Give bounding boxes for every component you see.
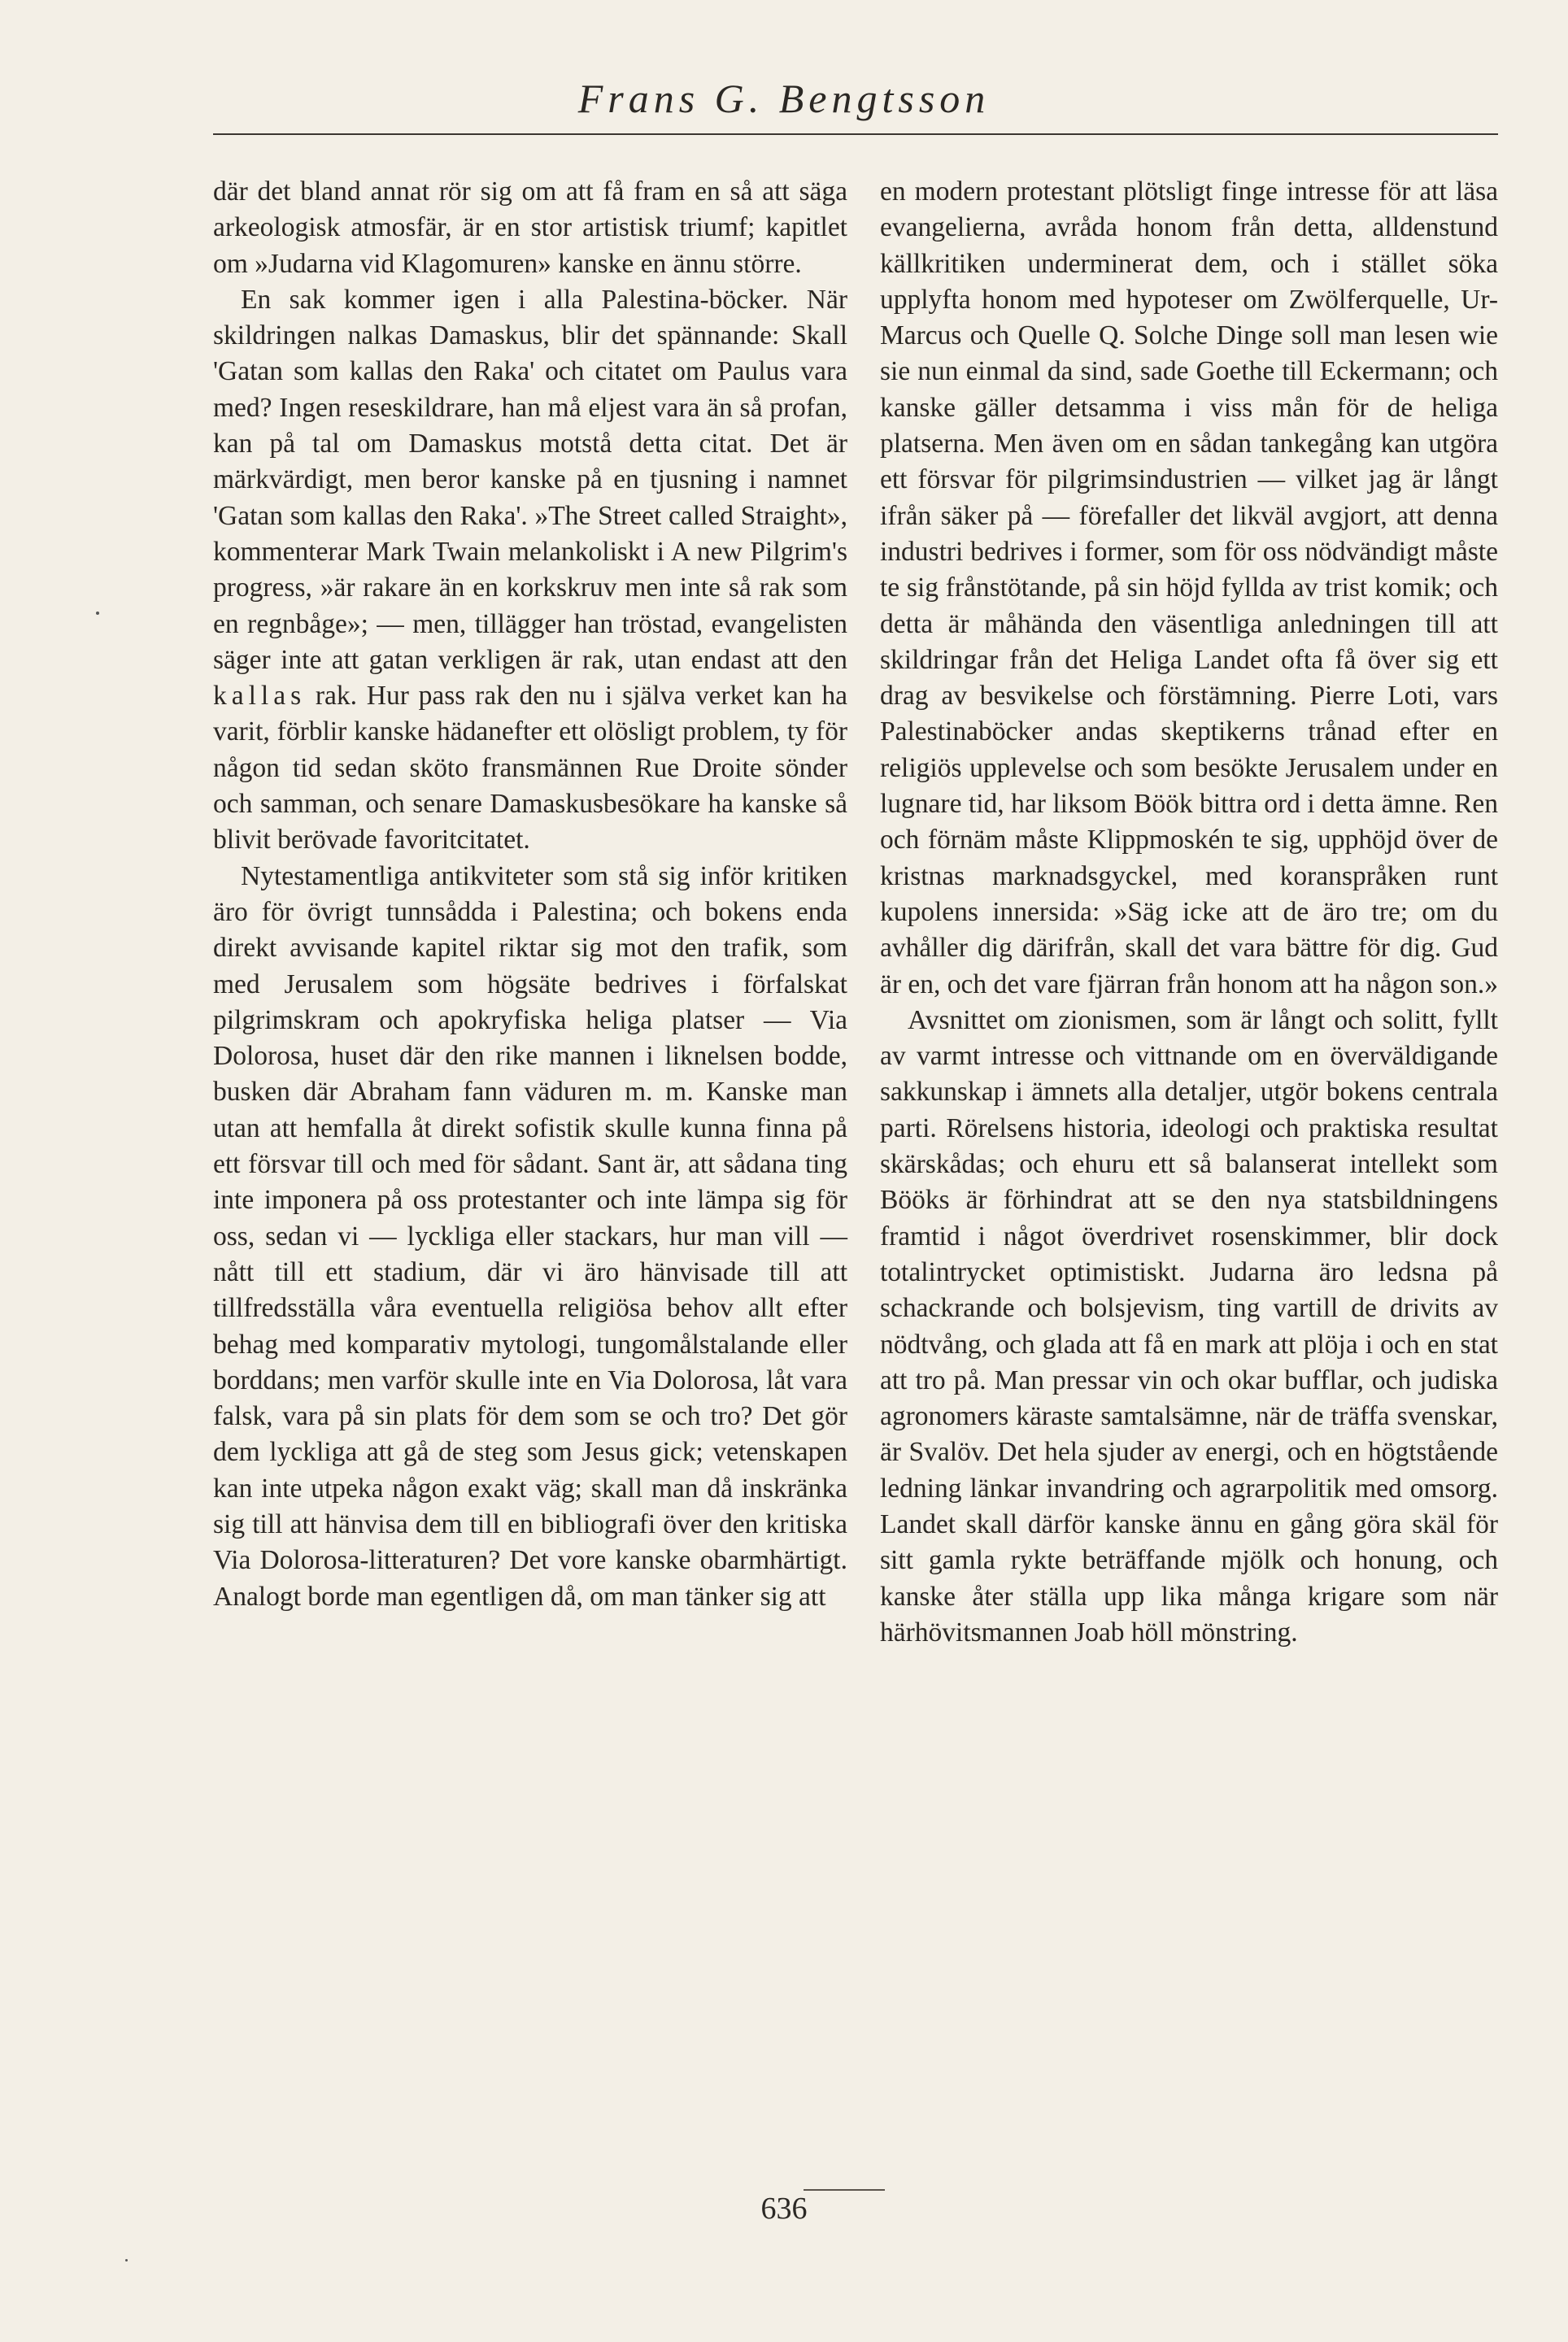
running-head: Frans G. Bengtsson — [577, 76, 991, 121]
paragraph-text: En sak kommer igen i alla Palestina-böcker. När skildringen nalkas Damaskus, blir det spännande: Skall 'Gatan som kallas den Raka' och citatet om Paulus vara med? Ingen reseskildrare, han må eljest vara än så profan, kan på tal om Damaskus motstå detta citat. Det är märkvärdigt, men beror kanske på en tjusning i namnet 'Gatan som kallas den Raka'. »The Street called Straight», kommenterar Mark Twain melankoliskt i A new Pilgrim's progress, »är rakare än en korkskruv men inte så rak som en regnbåge»; — men, tillägger han tröstad, evangelisten säger inte att gatan verkligen är rak, utan endast att den — [213, 284, 847, 675]
paragraph: Avsnittet om zionismen, som är långt och solitt, fyllt av varmt intresse och vittnande om en överväldigande sakkunskap i ämnets alla detaljer, utgör bokens centrala parti. Rörelsens historia, ideologi och praktiska resultat skärskådas; och ehuru ett så balanserat intellekt som Bööks är förhindrat att se den nya statsbildningens framtid i något överdrivet rosenskimmer, blir dock totalintrycket optimistiskt. Judarna äro ledsna på schackrande och bolsjevism, ting vartill de drivits av nödtvång, och glada att få en mark att plöja i och en stat att tro på. Man pressar vin och okar bufflar, och judiska agronomers käraste samtalsämne, när de träffa svenskar, är Svalöv. Det hela sjuder av energi, och en högtstående ledning länkar invandring och agrarpolitik med omsorg. Landet skall därför kanske ännu en gång göra skäl för sitt gamla rykte beträffande mjölk och honung, och kanske åter ställa upp lika många krigare som när härhövitsmannen Joab höll mönstring. — [880, 1004, 1498, 1648]
paragraph: där det bland annat rör sig om att få fram en så att säga arkeologisk atmosfär, är en stor artistisk triumf; kapitlet om »Judarna vid Klagomuren» kanske en ännu större. — [213, 176, 847, 279]
page-number: 636 — [760, 2192, 808, 2226]
paragraph: Nytestamentliga antikviteter som stå sig inför kritiken äro för övrigt tunnsådda i Palestina; och bokens enda direkt avvisande kapitel riktar sig mot den trafik, som med Jerusalem som högsäte bedrives i förfalskat pilgrimskram och apokryfiska heliga platser — Via Dolorosa, huset där den rike mannen i liknelsen bodde, busken där Abraham fann väduren m. m. Kanske man utan att hemfalla åt direkt sofistik skulle kunna finna på ett försvar till och med för sådant. Sant är, att sådana ting inte imponera på oss protestanter och inte lämpa sig för oss, sedan vi — lyckliga eller stackars, hur man vill — nått till ett stadium, där vi äro hänvisade till att tillfredsställa våra eventuella religiösa behov allt efter behag med komparativ mytologi, tungomålstalande eller borddans; men varför skulle inte en Via Dolorosa, låt vara falsk, vara på sin plats för dem som se och tro? Det gör dem lyckliga att gå de steg som Jesus gick; vetenskapen kan inte utpeka någon exakt väg; skall man då inskränka sig till att hänvisa dem till en bibliografi över den kritiska Via Dolorosa-litteraturen? Det vore kanske obarmhärtigt. Analogt borde man egentligen då, om man tänker sig att — [213, 860, 847, 1612]
paragraph: en modern protestant plötsligt finge intresse för att läsa evangelierna, avråda honom från detta, alldenstund källkritiken underminerat dem, och i stället söka upplyfta honom med hypoteser om Zwölferquelle, Ur-Marcus och Quelle Q. Solche Dinge soll man lesen wie sie nun einmal da sind, sade Goethe till Eckermann; och kanske gäller detsamma i viss mån för de heliga platserna. Men även om en sådan tankegång kan utgöra ett försvar för pilgrimsindustrien — vilket jag är långt ifrån säker på — förefaller det likväl avgjort, att denna industri bedrives i former, som för oss nödvändigt måste te sig frånstötande, på sin höjd fyllda av trist komik; och detta är måhända den väsentliga anledningen till att skildringar från det Heliga Landet ofta få över sig ett drag av besvikelse och förstämning. Pierre Loti, vars Palestinaböcker andas skeptikerns trånad efter en religiös upplevelse och som besökte Jerusalem under en lugnare tid, har liksom Böök bittra ord i detta ämne. Ren och förnäm måste Klippmoskén te sig, upphöjd över de kristnas marknadsgyckel, med koranspråken runt kupolens innersida: »Säg icke att de äro tre; om du avhåller dig därifrån, skall det vara bättre för dig. Gud är en, och det vare fjärran från honom att ha någon son.» — [880, 176, 1498, 999]
paragraph — [213, 282, 847, 859]
header-rule — [213, 133, 1498, 135]
right-column — [880, 174, 1498, 1651]
emphasized-word: kallas — [213, 681, 307, 712]
paper-speck — [125, 2259, 128, 2261]
paragraph-text: rak. Hur pass rak den nu i själva verket kan ha varit, förblir kanske hädanefter ett olösligt problem, ty för någon tid sedan sköto fransmännen Rue Droite sönder och samman, och senare Damaskusbesökare ha kanske så blivit berövade favoritcitatet. — [213, 681, 847, 855]
left-column — [213, 174, 847, 1615]
paper-speck — [96, 612, 99, 615]
